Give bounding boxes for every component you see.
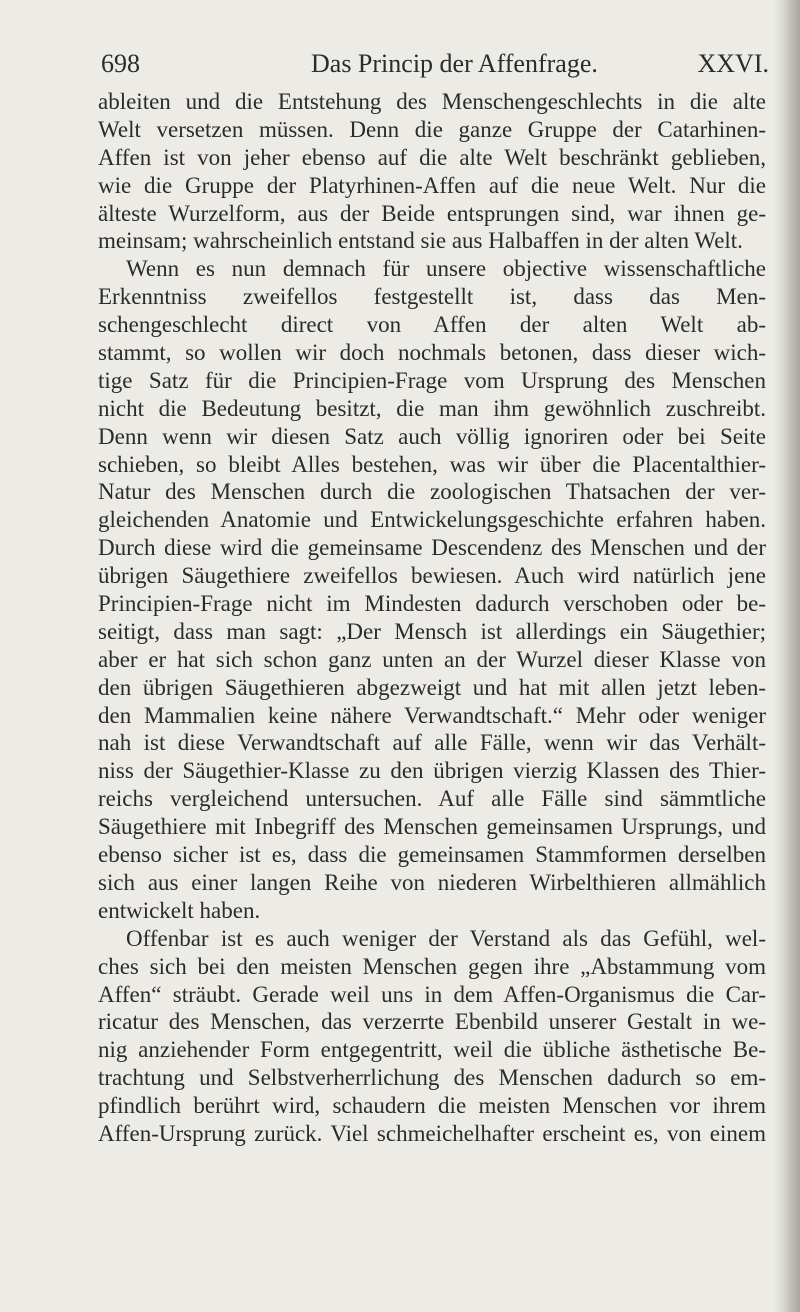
text-line: Natur des Menschen durch die zoologischen Thatsachen der ver- [98, 479, 766, 505]
text-line: Erkenntniss zweifellos festgestellt ist, dass das Men- [98, 284, 766, 310]
body-text [98, 88, 766, 1148]
text-line: nig anziehender Form entgegentritt, weil die übliche ästhetische Be- [98, 1037, 766, 1063]
text-line: übrigen Säugethiere zweifellos bewiesen. Auch wird natürlich jene [98, 563, 766, 589]
text-line: meinsam; wahrscheinlich entstand sie aus Halbaffen in der alten Welt. [98, 228, 743, 254]
text-line: pfindlich berührt wird, schaudern die meisten Menschen vor ihrem [98, 1093, 766, 1119]
text-line: nah ist diese Verwandtschaft auf alle Fälle, wenn wir das Verhält- [98, 730, 766, 756]
text-line: gleichenden Anatomie und Entwickelungsgeschichte erfahren haben. [98, 507, 766, 533]
text-line: Welt versetzen müssen. Denn die ganze Gruppe der Catarhinen- [98, 116, 766, 142]
text-line: älteste Wurzelform, aus der Beide entsprungen sind, war ihnen ge- [98, 200, 766, 226]
text-line: entwickelt haben. [98, 897, 261, 923]
text-line: ableiten und die Entstehung des Menschengeschlechts in die alte [98, 89, 766, 114]
running-title: Das Princip der Affenfrage. [311, 49, 598, 78]
text-line: schieben, so bleibt Alles bestehen, was wir über die Placentalthier- [98, 451, 766, 477]
text-line: Säugethiere mit Inbegriff des Menschen gemeinsamen Ursprungs, und [98, 814, 766, 840]
text-line: Wenn es nun demnach für unsere objective wissenschaftliche [126, 256, 766, 282]
page-binding-edge [774, 0, 800, 1312]
text-line: tige Satz für die Principien-Frage vom Ursprung des Menschen [98, 367, 766, 393]
text-line: aber er hat sich schon ganz unten an der Wurzel dieser Klasse von [98, 646, 766, 672]
text-line: nicht die Bedeutung besitzt, die man ihm gewöhnlich zuschreibt. [98, 395, 766, 421]
text-line: ebenso sicher ist es, dass die gemeinsamen Stammformen derselben [98, 842, 766, 868]
text-line: seitigt, dass man sagt: „Der Mensch ist allerdings ein Säugethier; [98, 618, 766, 644]
text-line: schengeschlecht direct von Affen der alten Welt ab- [98, 312, 766, 338]
text-line: Offenbar ist es auch weniger der Verstand als das Gefühl, wel- [126, 925, 766, 951]
text-line: wie die Gruppe der Platyrhinen-Affen auf die neue Welt. Nur die [98, 172, 766, 198]
text-line: Affen ist von jeher ebenso auf die alte Welt beschränkt geblieben, [98, 144, 766, 170]
text-line: sich aus einer langen Reihe von niederen Wirbelthieren allmählich [98, 869, 766, 895]
text-line: reichs vergleichend untersuchen. Auf alle Fälle sind sämmtliche [98, 786, 766, 812]
text-line: den Mammalien keine nähere Verwandtschaft.“ Mehr oder weniger [98, 702, 766, 728]
text-line: Affen“ sträubt. Gerade weil uns in dem Affen-Organismus die Car- [98, 981, 766, 1007]
chapter-number: XXVI. [697, 49, 769, 78]
text-line: stammt, so wollen wir doch nochmals betonen, dass dieser wich- [98, 340, 766, 366]
text-line: Affen-Ursprung zurück. Viel schmeichelhafter erscheint es, von einem [98, 1120, 766, 1146]
text-line: ches sich bei den meisten Menschen gegen ihre „Abstammung vom [98, 953, 766, 979]
text-line: niss der Säugethier-Klasse zu den übrigen vierzig Klassen des Thier- [98, 758, 766, 784]
text-line: Principien-Frage nicht im Mindesten dadurch verschoben oder be- [98, 591, 766, 617]
text-line: trachtung und Selbstverherrlichung des Menschen dadurch so em- [98, 1065, 766, 1091]
text-line: Denn wenn wir diesen Satz auch völlig ignoriren oder bei Seite [98, 423, 766, 449]
text-line: Durch diese wird die gemeinsame Descendenz des Menschen und der [98, 535, 766, 561]
text-line: ricatur des Menschen, das verzerrte Ebenbild unserer Gestalt in we- [98, 1009, 766, 1035]
text-line: den übrigen Säugethieren abgezweigt und hat mit allen jetzt leben- [98, 674, 766, 700]
page-header [101, 44, 769, 84]
page-number: 698 [101, 49, 140, 78]
